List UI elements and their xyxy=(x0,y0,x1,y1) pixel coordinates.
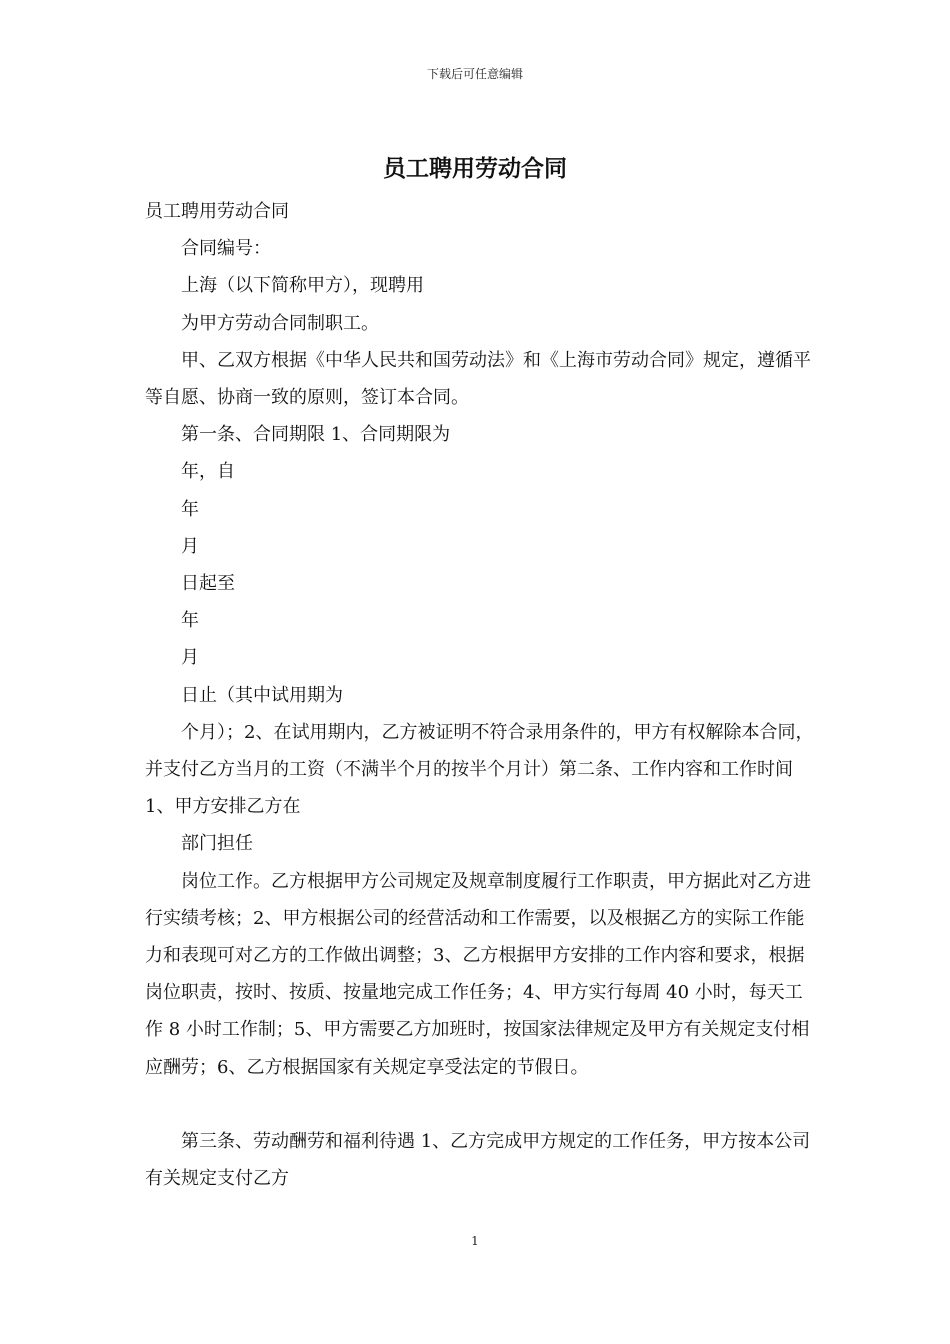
paragraph-end-day: 日止（其中试用期为 xyxy=(181,684,343,706)
paragraph-end-year: 年 xyxy=(181,610,199,632)
paragraph-end-month: 月 xyxy=(181,647,199,669)
paragraph-article-3: 第三条、劳动酬劳和福利待遇 1、乙方完成甲方规定的工作任务，甲方按本公司有关规定支付乙方 xyxy=(145,1130,811,1190)
page-number: 1 xyxy=(471,1234,479,1248)
header-note: 下载后可任意编辑 xyxy=(426,67,523,81)
paragraph-contract-number: 合同编号： xyxy=(181,238,271,260)
paragraph-subtitle: 员工聘用劳动合同 xyxy=(145,201,289,222)
paragraph-start-year: 年 xyxy=(181,498,199,520)
document-title: 员工聘用劳动合同 xyxy=(383,155,567,182)
paragraph-probation: 个月）；2、在试用期内，乙方被证明不符合录用条件的，甲方有权解除本合同，并支付乙方当月的工资（不满半个月的按半个月计）第二条、工作内容和工作时间 1、甲方安排乙方在 xyxy=(145,721,814,818)
paragraph-employer: 上海（以下简称甲方），现聘用 xyxy=(181,275,424,297)
paragraph-start-month: 月 xyxy=(181,535,199,557)
paragraph-department: 部门担任 xyxy=(181,833,253,855)
paragraph-position-duties: 岗位工作。乙方根据甲方公司规定及规章制度履行工作职责，甲方据此对乙方进行实绩考核；2、甲方根据公司的经营活动和工作需要，以及根据乙方的实际工作能力和表现可对乙方的工作做出调整；3、乙方根据甲方安排的工作内容和要求，根据岗位职责，按时、按质、按量地完成工作任务；4、甲方实行每周 40 小时，每天工作 8 小时工作制；5、甲方需要乙方加班时，按国家法律规定及甲方有关规定支付相应酬劳；6、乙方根据国家有关规定享受法定的节假日。 xyxy=(145,870,811,1078)
paragraph-employee-type: 为甲方劳动合同制职工。 xyxy=(181,312,379,334)
paragraph-legal-basis: 甲、乙双方根据《中华人民共和国劳动法》和《上海市劳动合同》规定，遵循平等自愿、协商一致的原则，签订本合同。 xyxy=(145,349,811,409)
paragraph-start-day: 日起至 xyxy=(181,573,235,595)
paragraph-article-1: 第一条、合同期限 1、合同期限为 xyxy=(181,424,451,446)
paragraph-term-year: 年，自 xyxy=(181,461,235,483)
document-body xyxy=(145,193,815,1197)
